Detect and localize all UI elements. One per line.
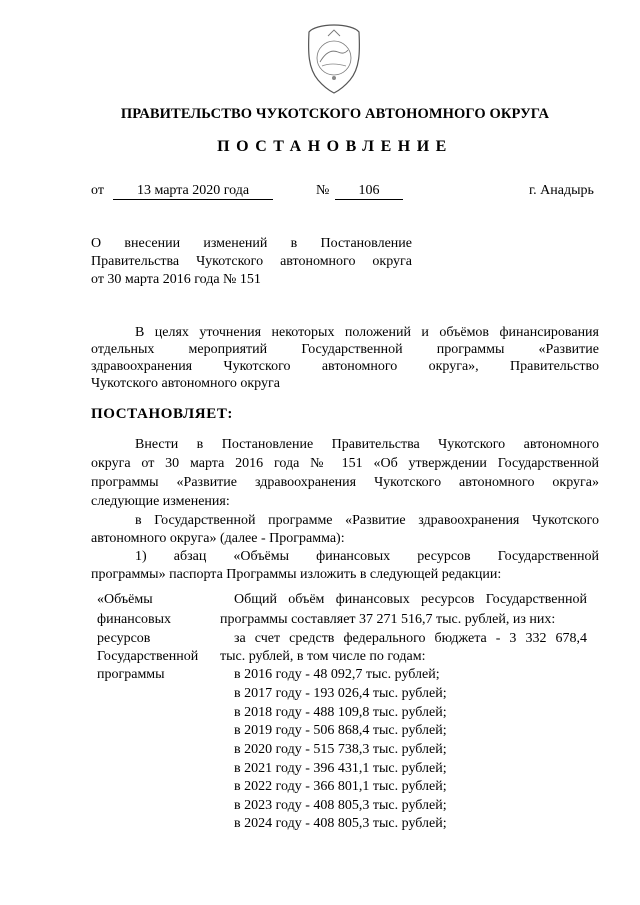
decree-heading: ПОСТАНОВЛЯЕТ: [91, 406, 234, 422]
coat-of-arms-icon [298, 22, 370, 96]
document-type: ПОСТАНОВЛЕНИЕ [217, 138, 453, 155]
year-funding-line: в 2020 году - 515 738,3 тыс. рублей; [234, 742, 447, 757]
government-title: ПРАВИТЕЛЬСТВО ЧУКОТСКОГО АВТОНОМНОГО ОКРУГА [120, 106, 550, 122]
table-left-label: финансовых [97, 612, 171, 627]
date-label: от [91, 183, 104, 198]
preamble-line: Чукотского автономного округа [91, 376, 280, 391]
number-label: № [316, 183, 330, 198]
year-funding-line: в 2017 году - 193 026,4 тыс. рублей; [234, 686, 447, 701]
preamble-line: В целях уточнения некоторых положений и объёмов финансирования [135, 325, 599, 340]
body-line: в Государственной программе «Развитие здравоохранения Чукотского [135, 513, 599, 528]
year-funding-line: в 2024 году - 408 805,3 тыс. рублей; [234, 816, 447, 831]
body-line: программы «Развитие здравоохранения Чукотского автономного округа» [91, 475, 599, 490]
year-funding-line: в 2016 году - 48 092,7 тыс. рублей; [234, 667, 440, 682]
body-line: 1) абзац «Объёмы финансовых ресурсов Государственной [135, 549, 599, 564]
table-left-label: ресурсов [97, 631, 151, 646]
table-right-line: за счет средств федерального бюджета - 3 332 678,4 [234, 631, 587, 646]
table-left-label: «Объёмы [97, 592, 153, 607]
preamble-line: здравоохранения Чукотского автономного округа», Правительство [91, 359, 599, 374]
year-funding-line: в 2021 году - 396 431,1 тыс. рублей; [234, 761, 447, 776]
year-funding-line: в 2019 году - 506 868,4 тыс. рублей; [234, 723, 447, 738]
body-line: Внести в Постановление Правительства Чукотского автономного [135, 437, 599, 452]
subject-line: от 30 марта 2016 года № 151 [91, 272, 261, 287]
table-left-label: программы [97, 667, 165, 682]
table-right-line: программы составляет 37 271 516,7 тыс. рублей, из них: [220, 612, 556, 627]
preamble-line: отдельных мероприятий Государственной программы «Развитие [91, 342, 599, 357]
subject-line: Правительства Чукотского автономного округа [91, 254, 412, 269]
table-left-label: Государственной [97, 649, 199, 664]
body-line: округа от 30 марта 2016 года № 151 «Об утверждении Государственной [91, 456, 599, 471]
body-line: автономного округа» (далее - Программа): [91, 531, 345, 546]
document-date: 13 марта 2020 года [113, 183, 273, 200]
year-funding-line: в 2018 году - 488 109,8 тыс. рублей; [234, 705, 447, 720]
year-funding-line: в 2023 году - 408 805,3 тыс. рублей; [234, 798, 447, 813]
document-place: г. Анадырь [529, 183, 594, 198]
document-number: 106 [335, 183, 403, 200]
table-right-line: Общий объём финансовых ресурсов Государственной [234, 592, 587, 607]
subject-line: О внесении изменений в Постановление [91, 236, 412, 251]
body-line: программы» паспорта Программы изложить в следующей редакции: [91, 567, 502, 582]
table-right-line: тыс. рублей, в том числе по годам: [220, 649, 426, 664]
year-funding-line: в 2022 году - 366 801,1 тыс. рублей; [234, 779, 447, 794]
body-line: следующие изменения: [91, 494, 230, 509]
